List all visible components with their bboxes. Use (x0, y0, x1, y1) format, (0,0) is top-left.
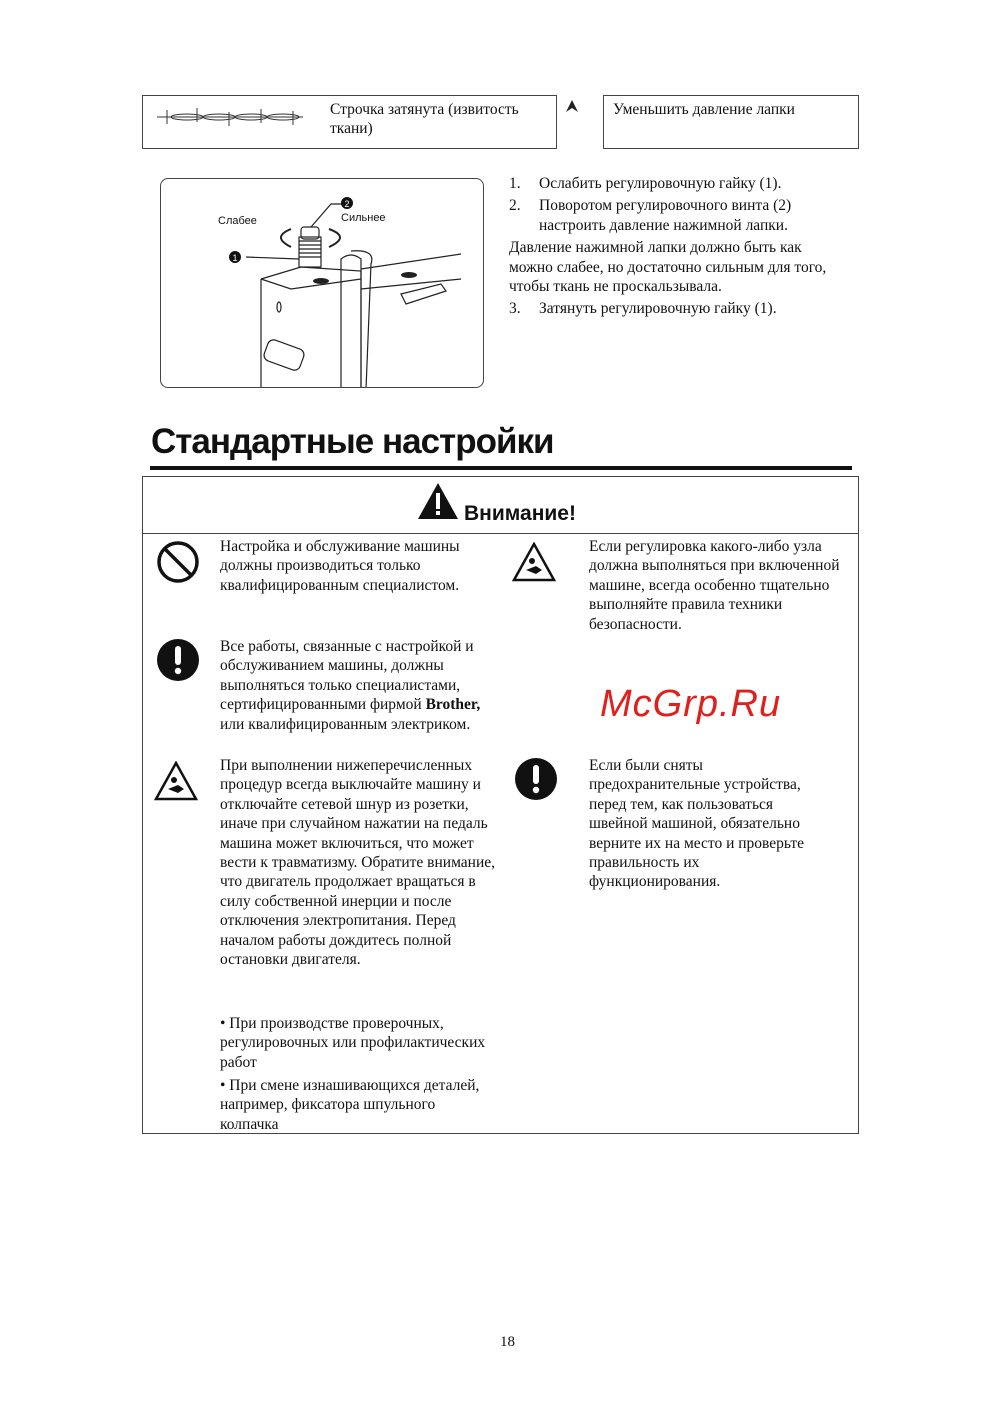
caution-box (142, 476, 859, 1134)
step-text: Поворотом регулировочного винта (2) настроить давление нажимной лапки. (539, 197, 792, 234)
title-rule (150, 466, 852, 470)
label-stronger: Сильнее (341, 212, 386, 224)
stitch-illustration (157, 106, 303, 128)
caution-item-powered-adjust: Если регулировка какого-либо узла должна выполняться при включенной машине, всегда особенно тщательно выполняйте правила техники безопасности. (589, 538, 840, 633)
callout-1: 1 (232, 253, 238, 263)
bullet-inspection: • При производстве проверочных, регулировочных или профилактических работ (220, 1015, 486, 1071)
hand-injury-warning-icon (154, 761, 198, 801)
mandatory-icon (514, 757, 558, 801)
symptom-text: Строчка затянута (извитость ткани) (330, 101, 519, 138)
pressure-note: Давление нажимной лапки должно быть как можно слабее, но достаточно сильным для того, чтобы ткань не проскальзывала. (509, 239, 827, 296)
caution-item-certified (220, 637, 505, 734)
callout-2: 2 (344, 199, 350, 209)
arrow-icon (566, 100, 578, 112)
step-text: Ослабить регулировочную гайку (1). (539, 175, 782, 192)
caution-title: Внимание! (464, 502, 576, 525)
instructions (509, 174, 839, 319)
step-text: Затянуть регулировочную гайку (1). (539, 300, 777, 318)
step-number: 1. (509, 175, 521, 192)
remedy-text: Уменьшить давление лапки (613, 101, 795, 118)
item2-text-end: или квалифицированным электриком. (220, 715, 471, 733)
remedy-cell (603, 95, 859, 149)
bullet-replacement: • При смене изнашивающихся деталей, например, фиксатора шпульного колпачка (220, 1077, 480, 1133)
symptom-cell (142, 95, 557, 149)
step-number: 3. (509, 300, 521, 318)
item2-text: Все работы, связанные с настройкой и обслуживанием машины, должны выполняться только специалистами, сертифицированными фирмой (220, 638, 474, 714)
caution-header (143, 477, 858, 534)
hand-injury-warning-icon (512, 542, 556, 582)
prohibited-icon (156, 540, 200, 584)
section-title: Стандартные настройки (151, 422, 554, 461)
machine-drawing (161, 179, 484, 388)
warning-triangle-icon (417, 482, 459, 520)
watermark: McGrp.Ru (600, 683, 782, 725)
caution-item-power-off: При выполнении нижеперечисленных процедур всегда выключайте машину и отключайте сетевой шнур из розетки, иначе при случайном нажатии на педаль машина может включиться, что может вести к травматизму. Обратите внимание, что двигатель продолжает вращаться в силу собственной инерции и после отключения электропитания. Перед началом работы дождитесь полной остановки двигателя. (220, 757, 496, 969)
caution-item-qualified: Настройка и обслуживание машины должны производиться только квалифицированным специалистом. (220, 538, 460, 594)
caution-item-safety-devices: Если были сняты предохранительные устройства, перед тем, как пользоваться швейной машиной, обязательно верните их на место и проверьте правильность их функционирования. (589, 757, 805, 891)
brand-name: Brother, (425, 696, 481, 714)
label-weaker: Слабее (218, 215, 257, 227)
page-number: 18 (500, 1334, 515, 1350)
step-number: 2. (509, 197, 521, 215)
pressure-adjust-figure (160, 178, 484, 388)
mandatory-icon (156, 638, 200, 682)
